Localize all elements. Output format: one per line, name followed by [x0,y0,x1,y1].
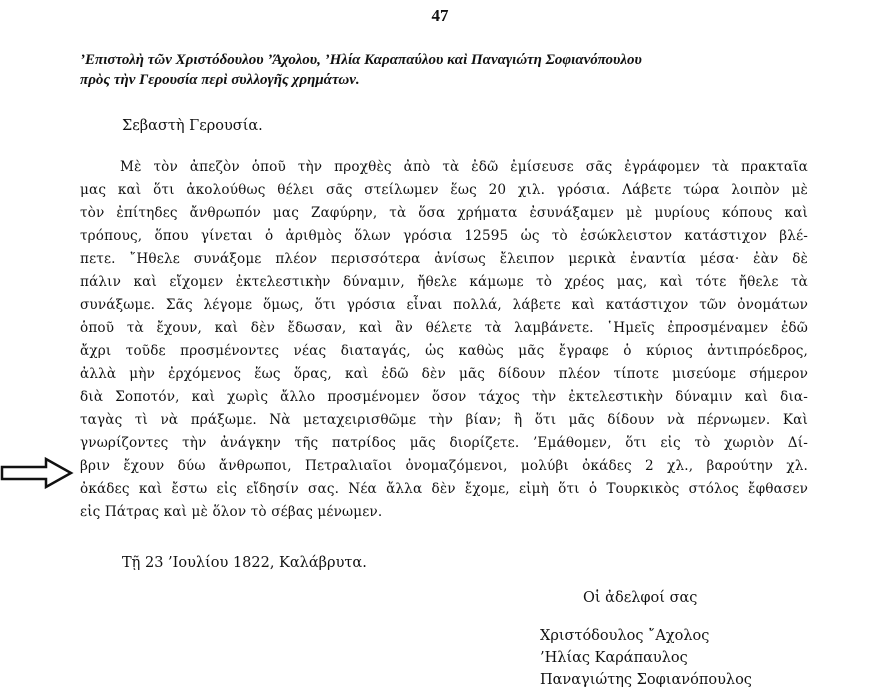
body-line: γνωρίζοντες τὴν ἀνάγκην τῆς πατρίδος μᾶς διορίζετε. ’Εμάθομεν, ὅτι εἰς τὸ χωριὸν Δί- [80,435,808,451]
title-line: ’Επιστολὴ τῶν Χριστόδουλου ’Άχολου, ’Ηλία Καραπαύλου καὶ Παναγιώτη Σοφιανόπουλου [80,52,642,68]
signature: Χριστόδουλος ῎Αχολος [540,628,710,644]
page-number: 47 [431,6,449,25]
body-line: τρόπους, ὅπου γίνεται ὁ ἀριθμὸς ὅλων γρόσια 12595 ὡς τὸ ἐσώκλειστον κατάστιχον βλέ- [80,228,808,244]
letter-body [80,156,808,524]
body-line: ὀκάδες καὶ ἔστω εἰς εἴδησίν σας. Νέα ἄλλα δὲν ἔχομε, εἰμὴ ὅτι ὁ Τουρκικὸς στόλος ἔφθασεν [80,481,808,497]
body-line: Μὲ τὸν ἀπεζὸν ὁποῦ τὴν προχθὲς ἀπὸ τὰ ἐδῶ ἐμίσευσε σᾶς ἐγράφομεν τὰ πρακταῖα [120,159,808,175]
signature: ’Ηλίας Καράπαυλος [540,650,688,666]
body-line: ἄχρι τοῦδε προσμένοντες νέας διαταγάς, ὡς καθὼς μᾶς ἔγραφε ὁ κύριος ἀντιπρόεδρος, [80,343,808,359]
salutation: Σεβαστὴ Γερουσία. [122,118,263,134]
body-line: βριν ἔχουν δύω ἄνθρωποι, Πετραλιαῖοι ὀνομαζόμενοι, μολύβι ὀκάδες 2 χλ., βαρούτην χλ. [80,458,808,474]
body-line: πάλιν καὶ εἴχομεν ἐκτελεστικὴν δύναμιν, ἤθελε κάμωμε τὸ χρέος μας, καὶ τότε ἤθελε τὰ [80,274,808,290]
body-line: διὰ Σοποτόν, καὶ χωρὶς ἄλλο προσμένομεν ὅσον τάχος τὴν ἐκτελεστικὴν δύναμιν καὶ δια- [80,389,808,405]
body-line: τὸν ἐπίτηδες ἄνθρωπόν μας Ζαφύρην, τὰ ὅσα χρήματα ἐσυνάξαμεν μὲ μυρίους κόπους καὶ [80,205,808,221]
closing: Οἱ ἀδελφοί σας [583,590,698,606]
body-line: πετε. ῎Ηθελε συνάξομε πλέον περισσότερα ἀνίσως ἔλειπον μερικὰ ἐναντία μέσα· ἐὰν δὲ [80,251,808,267]
body-line: ταγὰς τὶ νὰ πράξωμε. Νὰ μεταχειρισθῶμε τὴν βίαν; ἢ ὅτι μᾶς δίδουν νὰ πέρνωμεν. Καὶ [80,412,808,428]
body-line: εἰς Πάτρας καὶ μὲ ὅλον τὸ σέβας μένωμεν. [80,504,383,520]
title-line: πρὸς τὴν Γερουσία περὶ συλλογῆς χρημάτων. [80,72,360,88]
body-line: ὁποῦ τὰ ἔχουν, καὶ δὲν ἔδωσαν, καὶ ἂν θέλετε τὰ λαμβάνετε. ῾Ημεῖς ἐπροσμέναμεν ἐδῶ [80,320,808,336]
signatures [540,625,752,691]
letter-title [80,50,820,90]
signature: Παναγιώτης Σοφιανόπουλος [540,672,752,688]
right-arrow-icon [0,456,74,490]
body-line: συνάξωμε. Σᾶς λέγομε ὅμως, ὅτι γρόσια εἶναι πολλά, λάβετε καὶ κατάστιχον τῶν ὀνομάτων [80,297,808,313]
date-place: Τῇ 23 ’Ιουλίου 1822, Καλάβρυτα. [122,555,367,571]
body-line: μας καὶ ὅτι ἀκολούθως θέλει σᾶς στείλωμεν ἕως 20 χιλ. γρόσια. Λάβετε τώρα λοιπὸν μὲ [80,182,808,198]
body-line: ἀλλὰ μὴν ἐρχόμενος ἕως ὅρας, καὶ ἐδῶ δὲν μᾶς δίδουν πλέον τίποτε μισεύομε σήμερον [80,366,808,382]
